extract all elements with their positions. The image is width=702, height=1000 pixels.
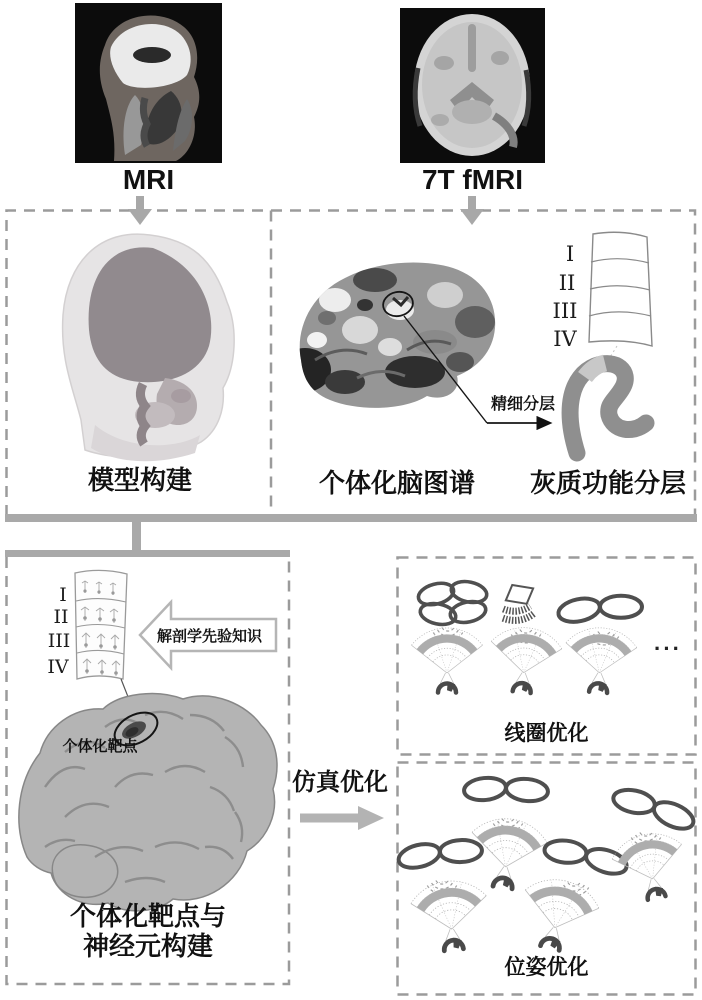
connector-bar-top xyxy=(5,514,697,522)
atlas-label: 个体化脑图谱 xyxy=(318,468,475,498)
box2-title-line1: 个体化靶点与 xyxy=(69,901,226,931)
layer-numeral-2: II xyxy=(558,271,576,295)
box2-title-line2: 神经元构建 xyxy=(82,931,213,961)
prior-knowledge-label: 解剖学先验知识 xyxy=(156,628,262,645)
mri-image xyxy=(75,3,222,163)
coil-optimization-label: 线圈优化 xyxy=(504,722,589,745)
layer-numeral-3: III xyxy=(552,299,578,323)
down-arrow-icon xyxy=(460,196,484,226)
layering-label: 灰质功能分层 xyxy=(529,468,686,498)
layer-numeral-3: III xyxy=(47,630,71,652)
fmri-image xyxy=(400,8,545,163)
ellipsis-label: ··· xyxy=(654,636,682,661)
model-construction-label: 模型构建 xyxy=(87,465,192,495)
target-point-label: 个体化靶点 xyxy=(62,738,138,755)
simulation-label: 仿真优化 xyxy=(292,769,388,796)
brain-target-graphic xyxy=(19,694,277,911)
neuron-column-graphic xyxy=(75,570,134,712)
simulation-arrow-icon xyxy=(300,806,384,830)
connector-stem xyxy=(132,522,141,551)
down-arrow-icon xyxy=(128,196,152,226)
fine-layering-label: 精细分层 xyxy=(490,396,555,413)
fmri-label: 7T fMRI xyxy=(421,164,524,195)
head-model-graphic xyxy=(63,234,235,461)
layer-numeral-1: I xyxy=(59,584,67,606)
layer-numeral-4: IV xyxy=(553,327,577,351)
pose-optimization-label: 位姿优化 xyxy=(504,956,589,979)
mri-label: MRI xyxy=(122,164,175,195)
layer-numeral-2: II xyxy=(53,606,69,628)
layer-numeral-1: I xyxy=(565,242,575,266)
layer-numeral-4: IV xyxy=(47,656,69,678)
